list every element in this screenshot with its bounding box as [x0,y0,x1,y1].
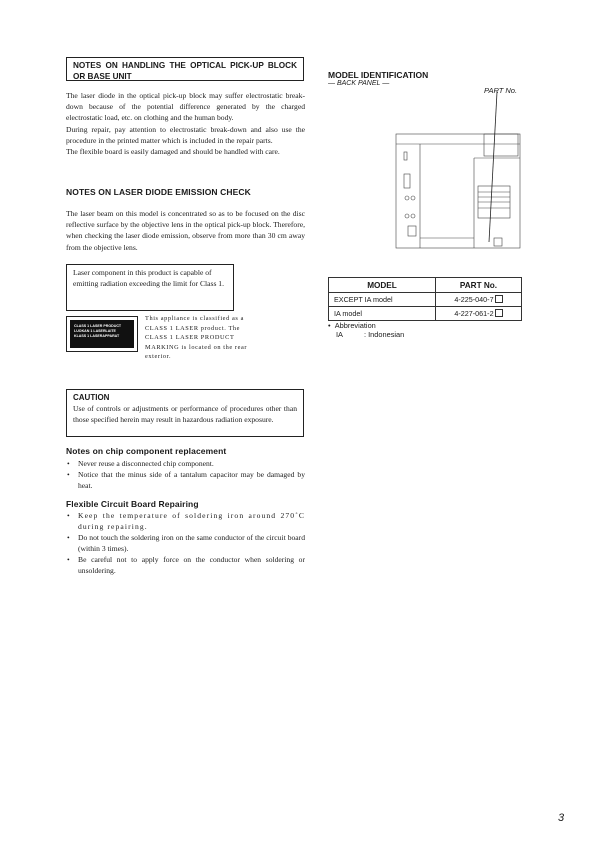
flex-item-2: • Do not touch the soldering iron on the same conductor of the circuit board (within 3 times). [66,532,305,554]
laser-component-note [66,264,234,311]
part-number: 4-225-040-7 [454,295,494,304]
caution-box [66,389,304,437]
abbreviation-entry [328,330,404,339]
abbreviation-block [328,321,404,340]
flex-heading: Flexible Circuit Board Repairing [66,499,199,509]
table-header-row [329,278,522,293]
class1-laser-label-plate [70,320,134,348]
handling-paragraph-3: The flexible board is easily damaged and should be handled with care. [66,147,280,157]
back-panel-drawing [390,92,530,262]
header-model: MODEL [329,278,436,293]
flex-list [66,510,305,576]
part-no-label: PART No. [484,86,518,95]
checkbox-square-icon [495,295,503,303]
abbreviation-title: Abbreviation [334,321,376,330]
model-cell: EXCEPT IA model [329,293,436,307]
handling-heading-box [66,57,304,81]
abbreviation-title-line [328,321,404,330]
laser-check-text: The laser beam on this model is concentrated so as to be focused on the disc reflective surface by the objective lens in the optical pick-up block. Therefore, when checking the laser diode emission, observe from more than 30 cm away from the objective lens. [66,209,305,252]
table-row [329,307,522,321]
laser-component-text: Laser component in this product is capable of emitting radiation exceeding the limit for Class 1. [73,268,224,288]
table-row [329,293,522,307]
classified-text: This appliance is classified as a CLASS 1 LASER product. The CLASS 1 LASER PRODUCT MARKING is located on the rear exterior. [145,315,248,361]
chip-list [66,458,305,491]
model-id-title: MODEL IDENTIFICATION [328,70,429,80]
handling-heading: NOTES ON HANDLING THE OPTICAL PICK-UP BLOCK OR BASE UNIT [73,61,297,81]
header-part-no: PART No. [436,278,522,293]
abbreviation-code: IA [336,330,343,340]
part-number: 4-227-061-2 [454,309,494,318]
handling-paragraph-1: The laser diode in the optical pick-up block may suffer electrostatic break-down because of the potential difference generated by the charged electrostatic load, etc. on clothing and the human body. [66,91,305,123]
label-line-3: KLASS 1 LASERAPPARAT [74,334,120,338]
abbreviation-value: : Indonesian [364,330,405,340]
class1-laser-label [66,316,138,352]
laser-check-heading: NOTES ON LASER DIODE EMISSION CHECK [66,187,251,197]
part-cell [436,293,522,307]
chip-item-2: • Notice that the minus side of a tantalum capacitor may be damaged by heat. [66,469,305,491]
handling-paragraph-2: During repair, pay attention to electrostatic break-down and also use the procedure in the printed matter which is included in the repair parts. [66,124,305,145]
page-number: 3 [558,812,565,824]
model-part-table [328,277,522,321]
chip-heading: Notes on chip component replacement [66,446,227,456]
handling-text [66,90,305,157]
label-line-2: LUOKAN 1 LASERLAITE [74,329,116,333]
part-cell [436,307,522,321]
model-cell: IA model [329,307,436,321]
checkbox-square-icon [495,309,503,317]
label-line-1: CLASS 1 LASER PRODUCT [74,324,122,328]
caution-title: CAUTION [73,393,110,402]
flex-item-1: • Keep the temperature of soldering iron around 270˚C during repairing. [66,510,305,532]
caution-text: Use of controls or adjustments or performance of procedures other than those specified herein may result in hazardous radiation exposure. [73,404,297,424]
back-panel-label: — BACK PANEL — [328,80,390,87]
chip-item-1: • Never reuse a disconnected chip component. [66,458,305,469]
bullet-icon: • [328,321,335,330]
flex-item-3: • Be careful not to apply force on the conductor when soldering or unsoldering. [66,554,305,576]
